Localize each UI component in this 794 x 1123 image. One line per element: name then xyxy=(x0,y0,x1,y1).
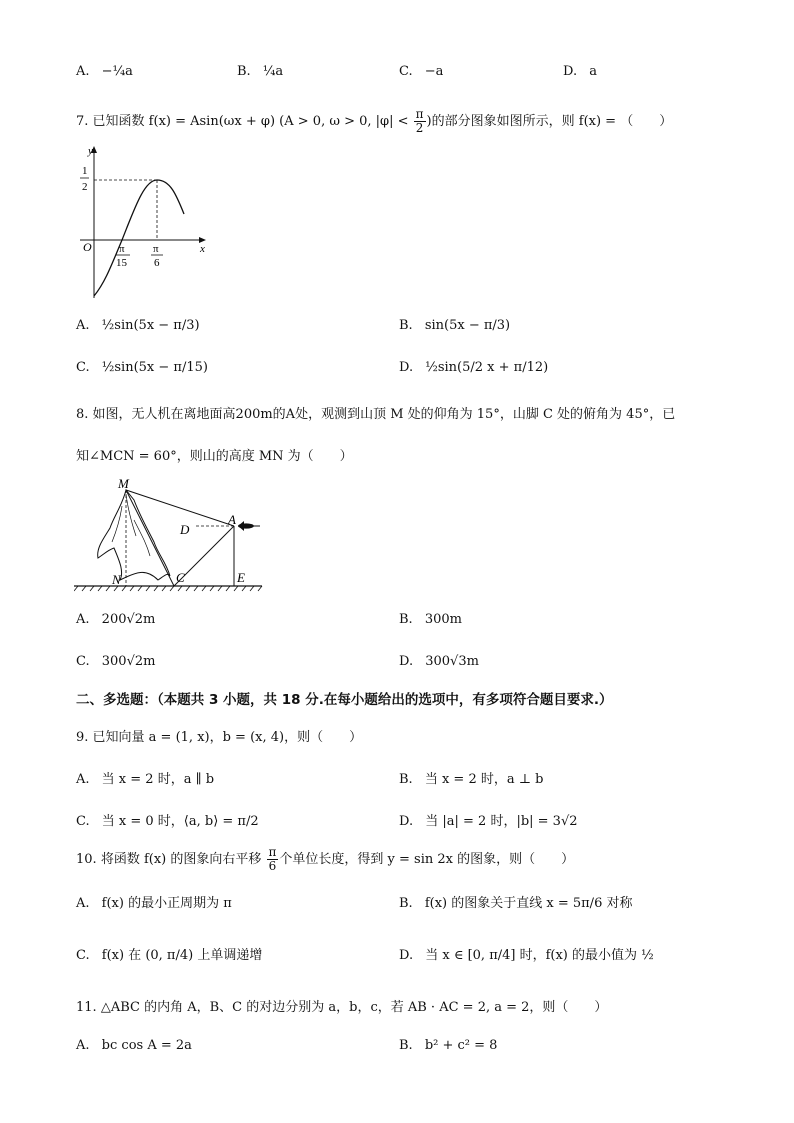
q8-option-d xyxy=(399,654,479,669)
option-text: ½sin(5x − π/3) xyxy=(101,318,200,333)
q11-stem xyxy=(76,996,607,1015)
question-number: 11. xyxy=(76,1000,97,1015)
option-text: sin(5x − π/3) xyxy=(424,318,511,333)
q9-option-a xyxy=(76,768,214,787)
option-label: B. xyxy=(399,318,413,333)
option-label: C. xyxy=(76,360,90,375)
stem-text: △ABC 的内角 A，B、C 的对边分别为 a，b，c，若 AB · AC = 2, a = 2，则（ ） xyxy=(100,1000,608,1015)
option-label: D. xyxy=(399,360,414,375)
option-text: 当 x = 2 时，a ∥ b xyxy=(101,772,215,787)
q7-option-c xyxy=(76,360,208,375)
label-E: E xyxy=(237,570,245,585)
label-A: A xyxy=(228,512,236,527)
option-text: 200√2m xyxy=(101,612,156,627)
label-D: D xyxy=(180,522,190,537)
option-text: 当 x ∈ [0, π/4] 时，f(x) 的最小值为 ½ xyxy=(425,948,654,963)
q9-option-b xyxy=(399,768,543,787)
stem-text: 如图，无人机在离地面高200m的A处，观测到山顶 M 处的仰角为 15°，山脚 C 处的俯角为 45°，已 xyxy=(92,407,676,422)
option-text: 300m xyxy=(424,612,462,627)
option-text: ¼a xyxy=(262,64,284,79)
q6-option-c xyxy=(399,64,443,79)
option-label: D. xyxy=(399,654,414,669)
q8-option-a xyxy=(76,612,155,627)
q7-stem xyxy=(76,108,672,135)
q8-stem-line1 xyxy=(76,403,675,422)
stem-text-end: 个单位长度，得到 y = sin 2x 的图象，则（ ） xyxy=(279,852,575,867)
option-label: D. xyxy=(563,64,578,79)
option-text: f(x) 的图象关于直线 x = 5π/6 对称 xyxy=(424,896,633,911)
origin-label: O xyxy=(83,240,92,254)
q7-sine-graph xyxy=(74,144,210,304)
stem-text-end: )的部分图象如图所示，则 f(x) = （ ） xyxy=(426,114,673,129)
q8-mountain-figure xyxy=(74,476,270,594)
option-text: −a xyxy=(424,64,444,79)
q10-option-d xyxy=(399,944,654,963)
x-label: x xyxy=(200,243,205,255)
option-text: a xyxy=(589,64,597,79)
option-label: B. xyxy=(237,64,251,79)
option-text: −¼a xyxy=(101,64,133,79)
option-text: ½sin(5x − π/15) xyxy=(101,360,208,375)
option-text: 300√3m xyxy=(425,654,479,669)
x-tick2-num: π xyxy=(153,243,159,255)
option-text: ½sin(5/2 x + π/12) xyxy=(425,360,549,375)
option-label: C. xyxy=(76,948,90,963)
option-text: 当 x = 2 时，a ⊥ b xyxy=(424,772,544,787)
question-number: 9. xyxy=(76,730,89,745)
line-MC xyxy=(126,490,174,586)
q11-option-b xyxy=(399,1038,497,1053)
sine-curve xyxy=(94,180,184,296)
option-text: 300√2m xyxy=(101,654,156,669)
option-label: A. xyxy=(76,772,90,787)
ground-hatching xyxy=(74,586,262,591)
q8-option-b xyxy=(399,612,462,627)
q10-option-b xyxy=(399,892,632,911)
label-C: C xyxy=(176,570,185,585)
q10-stem xyxy=(76,846,574,873)
x-tick1-num: π xyxy=(119,243,125,255)
option-label: C. xyxy=(76,654,90,669)
y-tick-den: 2 xyxy=(82,181,88,193)
question-number: 10. xyxy=(76,852,97,867)
stem-text: 将函数 f(x) 的图象向右平移 xyxy=(100,852,262,867)
q11-option-a xyxy=(76,1038,192,1053)
option-label: D. xyxy=(399,814,414,829)
question-number: 7. xyxy=(76,114,89,129)
stem-text: 已知向量 a = (1, x)，b = (x, 4)，则（ ） xyxy=(92,730,363,745)
q9-option-d xyxy=(399,810,578,829)
option-label: B. xyxy=(399,896,413,911)
option-label: B. xyxy=(399,612,413,627)
y-tick-num: 1 xyxy=(82,165,88,177)
label-M: M xyxy=(118,476,129,491)
option-label: C. xyxy=(76,814,90,829)
q8-stem-line2 xyxy=(76,445,353,464)
q9-stem xyxy=(76,726,362,745)
x-tick1-den: 15 xyxy=(116,257,127,269)
option-label: D. xyxy=(399,948,414,963)
option-label: A. xyxy=(76,612,90,627)
y-label: y xyxy=(88,145,93,157)
q6-option-b xyxy=(237,64,283,79)
q10-option-c xyxy=(76,944,262,963)
option-label: A. xyxy=(76,896,90,911)
option-label: A. xyxy=(76,64,90,79)
section-heading: 二、多选题：（本题共 3 小题，共 18 分.在每小题给出的选项中，有多项符合题目要求.） xyxy=(76,692,613,708)
option-text: 当 x = 0 时，⟨a, b⟩ = π/2 xyxy=(101,814,259,829)
question-number: 8. xyxy=(76,407,89,422)
stem-fraction: $\frac{\pi}{6}$ xyxy=(268,845,277,873)
q6-option-d xyxy=(563,64,597,79)
option-label: C. xyxy=(399,64,413,79)
stem-fraction: $\frac{\pi}{2}$ xyxy=(415,107,424,135)
option-label: A. xyxy=(76,1038,90,1053)
stem-text: 知∠MCN = 60°，则山的高度 MN 为（ ） xyxy=(76,449,353,464)
q7-option-b xyxy=(399,318,510,333)
option-text: f(x) 的最小正周期为 π xyxy=(101,896,232,911)
mountain-ridges xyxy=(112,494,150,556)
mountain-outline xyxy=(98,490,170,580)
q9-option-c xyxy=(76,810,259,829)
option-text: f(x) 在 (0, π/4) 上单调递增 xyxy=(101,948,263,963)
q8-option-c xyxy=(76,654,155,669)
q10-option-a xyxy=(76,892,232,911)
q7-option-d xyxy=(399,360,548,375)
option-label: B. xyxy=(399,1038,413,1053)
x-tick2-den: 6 xyxy=(154,257,160,269)
option-label: B. xyxy=(399,772,413,787)
drone-icon xyxy=(238,521,260,531)
stem-text: 已知函数 f(x) = Asin(ωx + φ) (A > 0, ω > 0, |φ| < xyxy=(92,114,409,129)
label-N: N xyxy=(112,572,121,587)
option-text: 当 |a| = 2 时，|b| = 3√2 xyxy=(425,814,578,829)
q6-option-a xyxy=(76,64,133,79)
option-text: bc cos A = 2a xyxy=(101,1038,192,1053)
option-text: b² + c² = 8 xyxy=(424,1038,498,1053)
q7-option-a xyxy=(76,318,200,333)
option-label: A. xyxy=(76,318,90,333)
line-MA xyxy=(126,490,234,526)
